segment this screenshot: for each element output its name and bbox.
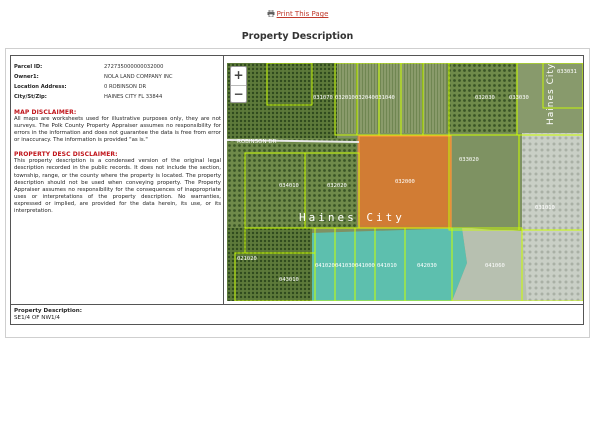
parcel-id-value: 272735000000032000 xyxy=(104,64,164,70)
map-disclaimer-text: All maps are worksheets used for illustrative purposes only, they are not surveys. The Polk County Property Appraiser assumes no responsibility for errors in the information and does not guarantee the data is free from error or inaccuracy. The information is provided "as is." xyxy=(14,116,221,144)
printer-icon[interactable] xyxy=(267,10,275,17)
city-label: City/St/Zip: xyxy=(14,94,47,100)
map-disclaimer-heading: MAP DISCLAIMER: xyxy=(14,109,77,116)
parcel-map[interactable] xyxy=(227,63,583,301)
legal-description xyxy=(11,304,583,324)
parcel-id-row xyxy=(14,62,221,72)
city-map-label: Haines City xyxy=(299,211,405,224)
city-value: HAINES CITY FL 33844 xyxy=(104,94,163,100)
aerial-map-image[interactable] xyxy=(227,63,583,301)
location-label: Location Address: xyxy=(14,84,67,90)
parcel-label: 041010 xyxy=(377,263,397,269)
parcel-label: 032040 xyxy=(355,95,375,101)
parcel-label: 043010 xyxy=(279,277,299,283)
parcel-label: 032020 xyxy=(327,183,347,189)
parcel-id-label: Parcel ID: xyxy=(14,64,43,70)
road-label: ROBINSON DR xyxy=(237,139,277,145)
zoom-in-button[interactable]: + xyxy=(231,67,246,86)
parcel-label: 033030 xyxy=(509,95,529,101)
desc-disclaimer-heading: PROPERTY DESC DISCLAIMER: xyxy=(14,151,118,159)
legal-description-label: Property Description: xyxy=(14,308,82,314)
property-panel xyxy=(10,55,584,325)
parcel-label: 033031 xyxy=(557,69,577,75)
owner-value: NOLA LAND COMPANY INC xyxy=(104,74,173,80)
parcel-label: 032010 xyxy=(335,95,355,101)
parcel-label: 041000 xyxy=(355,263,375,269)
city-row xyxy=(14,92,221,102)
info-column xyxy=(11,56,224,304)
zoom-control xyxy=(230,66,247,103)
page-title: Property Description xyxy=(241,31,354,42)
desc-disclaimer-text: This property description is a condensed version of the original legal description recorded in the public records. It does not include the section, township, range, or the county where the property is located. The property description should not be used when conveying property. The Property Appraiser assumes no responsibility for the consequences of inappropriate uses or interpretations of the property description. No warranties, expressed or implied, are provided for the data herein, its use, or its interpretation. xyxy=(14,158,221,215)
parcel-label: 041060 xyxy=(485,263,505,269)
parcel-label: 032030 xyxy=(475,95,495,101)
owner-row xyxy=(14,72,221,82)
parcel-label: 031040 xyxy=(375,95,395,101)
print-row xyxy=(0,10,595,18)
parcel-label: 021020 xyxy=(237,256,257,262)
legal-description-value: SE1/4 OF NW1/4 xyxy=(14,315,60,321)
parcel-info-table xyxy=(14,62,221,102)
parcel-label: 031070 xyxy=(313,95,333,101)
parcel-label: 042030 xyxy=(417,263,437,269)
parcel-label: 041020 xyxy=(315,263,335,269)
owner-label: Owner1: xyxy=(14,74,39,80)
parcel-label: 031010 xyxy=(535,205,555,211)
parcel-label: 041030 xyxy=(335,263,355,269)
city-map-label-vertical: Haines City xyxy=(546,63,556,125)
parcel-label: 032000 xyxy=(395,179,415,185)
location-row xyxy=(14,82,221,92)
print-page-link[interactable]: Print This Page xyxy=(276,10,329,18)
parcel-label: 033020 xyxy=(459,157,479,163)
parcel-label: 034010 xyxy=(279,183,299,189)
zoom-out-button[interactable]: − xyxy=(233,87,244,101)
location-value: 0 ROBINSON DR xyxy=(104,84,147,90)
